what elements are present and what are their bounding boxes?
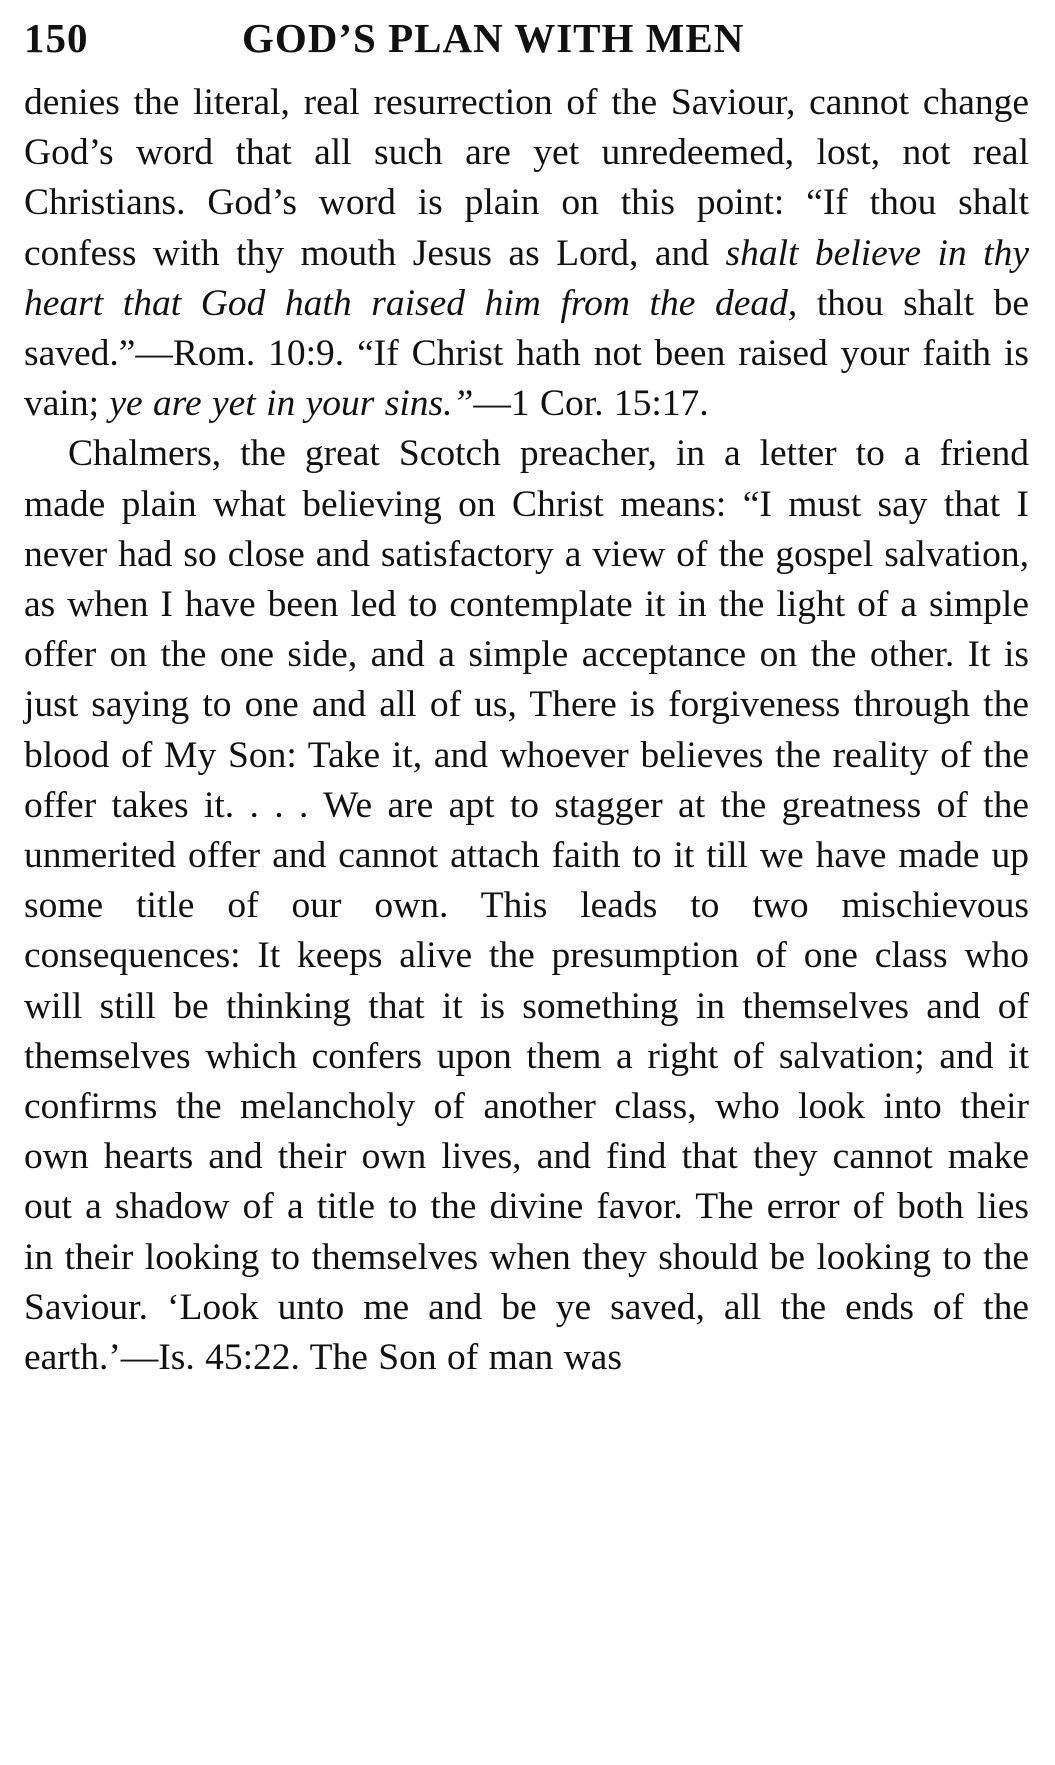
paragraph-1-segment-3: thou shalt be saved.”—Rom. 10:9. “If Christ hath not been raised your faith is vain; bbox=[24, 282, 1030, 425]
paragraph-2 bbox=[24, 429, 1029, 1383]
paragraph-1-segment-5: —1 Cor. 15:17. bbox=[473, 383, 709, 425]
paragraph-1 bbox=[24, 78, 1029, 429]
body-text bbox=[24, 78, 1029, 1383]
paragraph-1-segment-1: denies the literal, real resurrection of the Saviour, cannot change God’s word that all such are yet unredeemed, lost, not real Christians. God’s word is plain on this point: “If thou shalt confess with thy mouth Jesus as Lord, and bbox=[24, 82, 1029, 274]
running-head bbox=[24, 14, 1029, 78]
paragraph-2-segment-1: Chalmers, the great Scotch preacher, in a letter to a friend made plain what believing on Christ means: “I must say that I never had so close and satisfactory a view of the gospel salvation, as when I have been led to contemplate it in the light of a simple offer on the one side, and a simple acceptance on the other. It is just saying to one and all of us, There is forgiveness through the blood of My Son: Take it, and whoever believes the reality of the offer takes it. . . . We are apt to stagger at the greatness of the unmerited offer and cannot attach faith to it till we have made up some title of our own. This leads to two mischievous consequences: It keeps alive the presumption of one class who will still be thinking that it is something in themselves and of themselves which confers upon them a right of salvation; and it confirms the melancholy of another class, who look into their own hearts and their own lives, and find that they cannot make out a shadow of a title to the divine favor. The error of both lies in their looking to themselves when they should be looking to the Saviour. ‘Look unto me and be ye saved, all the ends of the earth.’—Is. 45:22. The Son of man was bbox=[24, 433, 1029, 1379]
page-number: 150 bbox=[24, 15, 89, 61]
paragraph-1-italic-quote-1: shalt believe in thy heart that God hath raised him from the dead, bbox=[24, 232, 1029, 324]
running-title: GOD’S PLAN WITH MEN bbox=[242, 15, 745, 61]
paragraph-1-italic-quote-2: ye are yet in your sins.” bbox=[109, 383, 474, 425]
book-page bbox=[24, 14, 1029, 1383]
